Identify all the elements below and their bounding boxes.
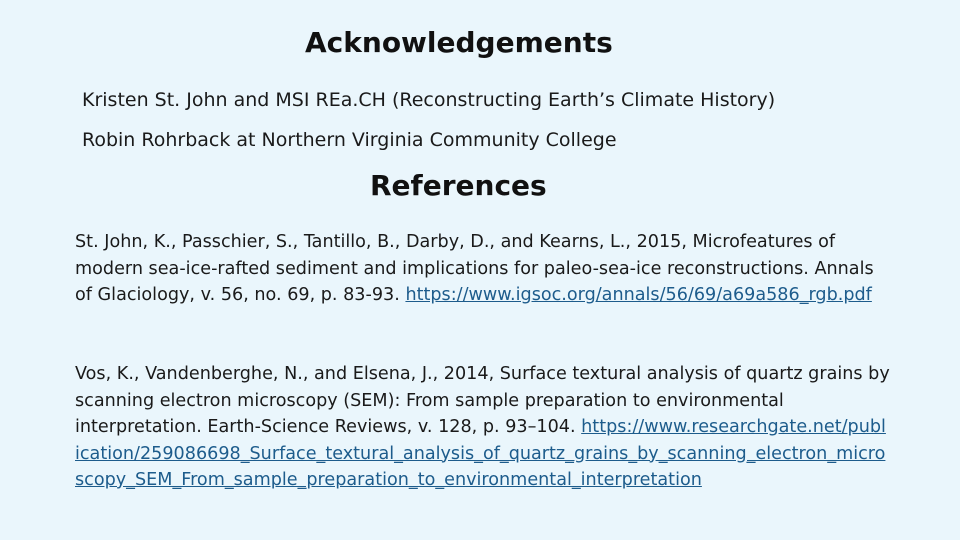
- acknowledgement-line: Robin Rohrback at Northern Virginia Community College: [82, 129, 617, 151]
- references-heading: References: [370, 169, 547, 202]
- acknowledgement-line: Kristen St. John and MSI REa.CH (Reconstructing Earth’s Climate History): [82, 89, 776, 111]
- reference-entry: [75, 229, 890, 309]
- reference-entry: [75, 361, 890, 494]
- acknowledgements-heading: Acknowledgements: [305, 26, 613, 59]
- reference-citation: Vos, K., Vandenberghe, N., and Elsena, J., 2014, Surface textural analysis of quartz grains by scanning electron microscopy (SEM): From sample preparation to environmental interpretation. Earth-Science Reviews, v. 128, p. 93–104.: [75, 364, 890, 437]
- reference-link[interactable]: https://www.igsoc.org/annals/56/69/a69a586_rgb.pdf: [405, 285, 872, 305]
- reference-citation: St. John, K., Passchier, S., Tantillo, B., Darby, D., and Kearns, L., 2015, Microfeatures of modern sea-ice-rafted sediment and implications for paleo-sea-ice reconstructions. Annals of Glaciology, v. 56, no. 69, p. 83-93.: [75, 232, 874, 305]
- reference-link[interactable]: https://www.researchgate.net/publication/259086698_Surface_textural_analysis_of_quartz_grains_by_scanning_electron_microscopy_SEM_From_sample_preparation_to_environmental_interpretation: [75, 417, 886, 490]
